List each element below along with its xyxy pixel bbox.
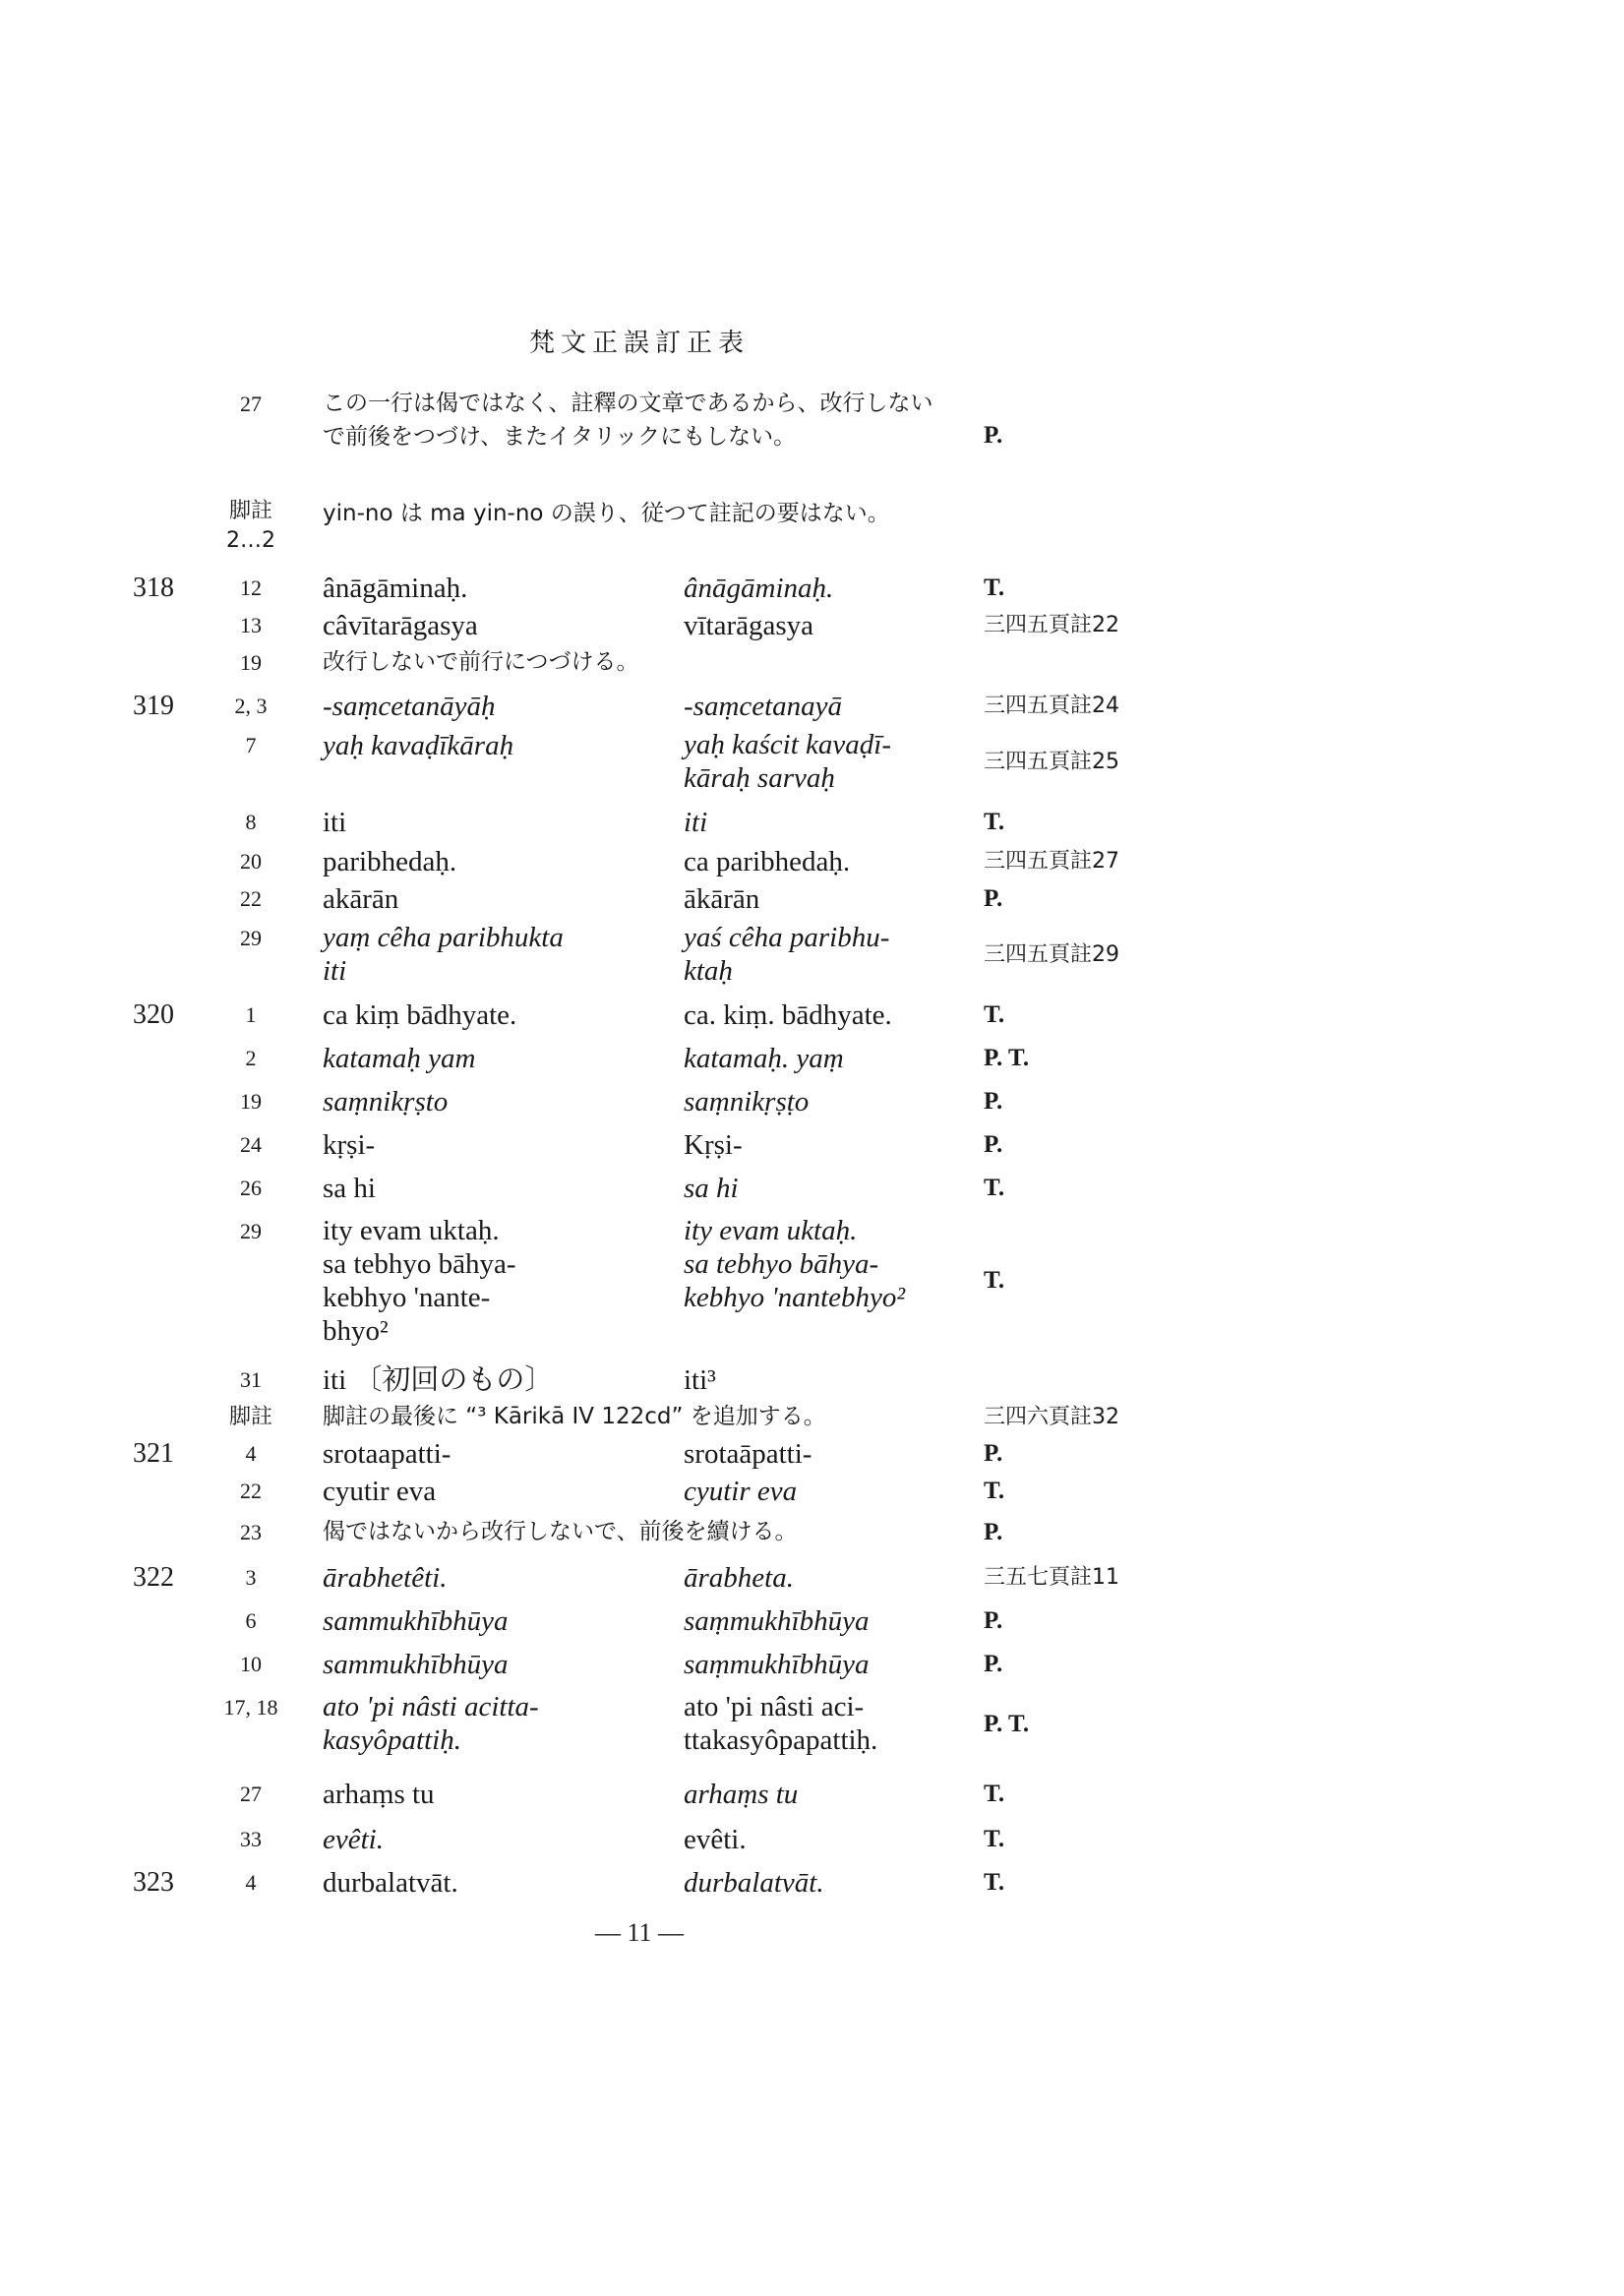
source-ref: T. <box>984 1869 1005 1896</box>
source-ref: 三五七頁註11 <box>984 1565 1119 1590</box>
note-text: 偈ではないから改行しないで、前後を續ける。 <box>323 1519 798 1544</box>
correction-text: yaś cêha paribhu- ktaḥ <box>684 922 890 987</box>
source-ref: T. <box>984 809 1005 835</box>
line-number: 7 <box>245 733 257 757</box>
note-text: 脚註の最後に “³ Kārikā IV 122cd” を追加する。 <box>323 1404 826 1429</box>
correction-text: -saṃcetanayā <box>684 691 843 722</box>
correction-text: Kṛṣi- <box>684 1129 743 1161</box>
error-text: câvītarāgasya <box>323 610 478 641</box>
error-text: iti <box>323 807 347 838</box>
error-text: paribhedaḥ. <box>323 846 457 877</box>
error-text: saṃnikṛṣto <box>323 1086 449 1118</box>
error-text: sammukhībhūya <box>323 1649 509 1680</box>
line-number: 2, 3 <box>234 694 268 718</box>
source-ref: P. T. <box>984 1711 1030 1737</box>
source-ref: 三四五頁註22 <box>984 613 1119 637</box>
correction-text: yaḥ kaścit kavaḍī- kāraḥ sarvaḥ <box>684 729 891 794</box>
correction-text: ato 'pi nâsti aci- ttakasyôpapattiḥ. <box>684 1691 878 1756</box>
error-text: srotaapatti- <box>323 1438 451 1470</box>
error-text: sa hi <box>323 1173 376 1204</box>
correction-text: saṃmukhībhūya <box>684 1605 870 1637</box>
error-text: sammukhībhūya <box>323 1605 509 1637</box>
source-ref: T. <box>984 574 1005 601</box>
line-number: 27 <box>240 392 262 416</box>
line-number: 12 <box>240 575 262 600</box>
correction-text: durbalatvāt. <box>684 1867 824 1899</box>
correction-text: srotaāpatti- <box>684 1438 812 1470</box>
correction-text: iti <box>684 807 708 838</box>
error-text: ārabhetêti. <box>323 1562 448 1594</box>
line-number: 4 <box>245 1441 257 1466</box>
line-number: 1 <box>245 1002 257 1027</box>
line-number: 19 <box>240 650 262 675</box>
source-ref: T. <box>984 1826 1005 1852</box>
line-number: 22 <box>240 886 262 911</box>
correction-text: ārabheta. <box>684 1562 794 1594</box>
source-ref: P. <box>984 1088 1003 1115</box>
line-number: 13 <box>240 613 262 637</box>
error-text: ânāgāminaḥ. <box>323 573 468 604</box>
line-number: 31 <box>240 1367 262 1392</box>
source-ref: T. <box>984 1001 1005 1028</box>
note-text: yin-no は ma yin-no の誤り、従つて註記の要はない。 <box>323 501 890 526</box>
line-number: 29 <box>240 1219 262 1243</box>
page-ref: 319 <box>133 691 174 721</box>
error-text: ity evam uktaḥ. sa tebhyo bāhya- kebhyo 'nante- bhyo² <box>323 1215 516 1347</box>
source-ref: P. <box>984 1440 1003 1467</box>
line-number: 17, 18 <box>223 1695 278 1720</box>
error-text: yaḥ kavaḍīkāraḥ <box>323 730 514 761</box>
correction-text: katamaḥ. yaṃ <box>684 1043 844 1074</box>
source-ref: T. <box>984 1267 1005 1294</box>
line-number: 20 <box>240 849 262 874</box>
line-number: 26 <box>240 1176 262 1200</box>
correction-text: iti³ <box>684 1364 716 1396</box>
page-ref: 320 <box>133 999 174 1030</box>
correction-text: cyutir eva <box>684 1476 798 1507</box>
source-ref: P. <box>984 1131 1003 1158</box>
source-ref: P. T. <box>984 1045 1030 1071</box>
correction-text: sa hi <box>684 1173 739 1204</box>
error-text: iti 〔初回のもの〕 <box>323 1364 554 1396</box>
error-text: katamaḥ yam <box>323 1043 476 1074</box>
source-ref: P. <box>984 885 1003 912</box>
error-text: durbalatvāt. <box>323 1867 458 1899</box>
line-number: 4 <box>245 1870 257 1895</box>
source-ref: 三四五頁註29 <box>984 942 1119 967</box>
source-ref: P. <box>984 1519 1003 1545</box>
page-ref: 321 <box>133 1438 174 1469</box>
correction-text: ca. kiṃ. bādhyate. <box>684 999 892 1031</box>
correction-text: ākārān <box>684 883 760 915</box>
source-ref: 三四五頁註24 <box>984 694 1119 718</box>
error-text: yaṃ cêha paribhukta iti <box>323 922 564 987</box>
correction-text: evêti. <box>684 1824 747 1855</box>
error-text: ca kiṃ bādhyate. <box>323 999 517 1031</box>
line-number: 6 <box>245 1608 257 1633</box>
line-number: 10 <box>240 1652 262 1676</box>
line-number: 24 <box>240 1132 262 1157</box>
line-number: 2 <box>245 1046 257 1070</box>
line-number: 8 <box>245 810 257 834</box>
note-text: 改行しないで前行につづける。 <box>323 649 639 675</box>
line-number: 3 <box>245 1565 257 1590</box>
error-text: arhaṃs tu <box>323 1779 435 1810</box>
source-ref: T. <box>984 1781 1005 1807</box>
line-number: 脚註 <box>228 1405 272 1429</box>
page-number: — 11 — <box>594 1918 685 1947</box>
correction-text: saṃmukhībhūya <box>684 1649 870 1680</box>
correction-text: saṃnikṛṣṭo <box>684 1086 810 1118</box>
page-ref: 323 <box>133 1867 174 1898</box>
line-number: 23 <box>240 1520 262 1544</box>
page-ref: 318 <box>133 573 174 603</box>
correction-text: ity evam uktaḥ. sa tebhyo bāhya- kebhyo 'nantebhyo² <box>684 1215 906 1313</box>
source-ref: 三四五頁註27 <box>984 849 1119 874</box>
error-text: ato 'pi nâsti acitta- kasyôpattiḥ. <box>323 1691 539 1756</box>
error-text: cyutir eva <box>323 1476 437 1507</box>
source-ref: 三四五頁註25 <box>984 750 1119 774</box>
error-text: akārān <box>323 883 399 915</box>
correction-text: ânāgāminaḥ. <box>684 573 834 604</box>
source-ref: T. <box>984 1175 1005 1201</box>
source-ref: P. <box>984 1651 1003 1677</box>
correction-text: vītarāgasya <box>684 610 814 641</box>
correction-text: arhaṃs tu <box>684 1779 799 1810</box>
line-number: 19 <box>240 1089 262 1114</box>
line-number: 33 <box>240 1827 262 1851</box>
correction-text: ca paribhedaḥ. <box>684 846 851 877</box>
source-ref: 三四六頁註32 <box>984 1405 1119 1429</box>
page-title: 梵文正誤訂正表 <box>528 329 750 358</box>
source-ref: P. <box>984 1607 1003 1634</box>
error-text: kṛṣi- <box>323 1129 376 1161</box>
page-ref: 322 <box>133 1562 174 1593</box>
error-text: -saṃcetanāyāḥ <box>323 691 496 722</box>
line-number: 22 <box>240 1479 262 1503</box>
note-text: この一行は偈ではなく、註釋の文章であるから、改行しないで前後をつづけ、またイタリックにもしない。 <box>323 391 933 450</box>
error-text: evêti. <box>323 1824 384 1855</box>
source-ref: T. <box>984 1478 1005 1504</box>
line-number: 29 <box>240 926 262 950</box>
line-number: 27 <box>240 1782 262 1806</box>
source-ref: P. <box>984 422 1003 449</box>
line-number: 脚註 2…2 <box>226 499 275 553</box>
